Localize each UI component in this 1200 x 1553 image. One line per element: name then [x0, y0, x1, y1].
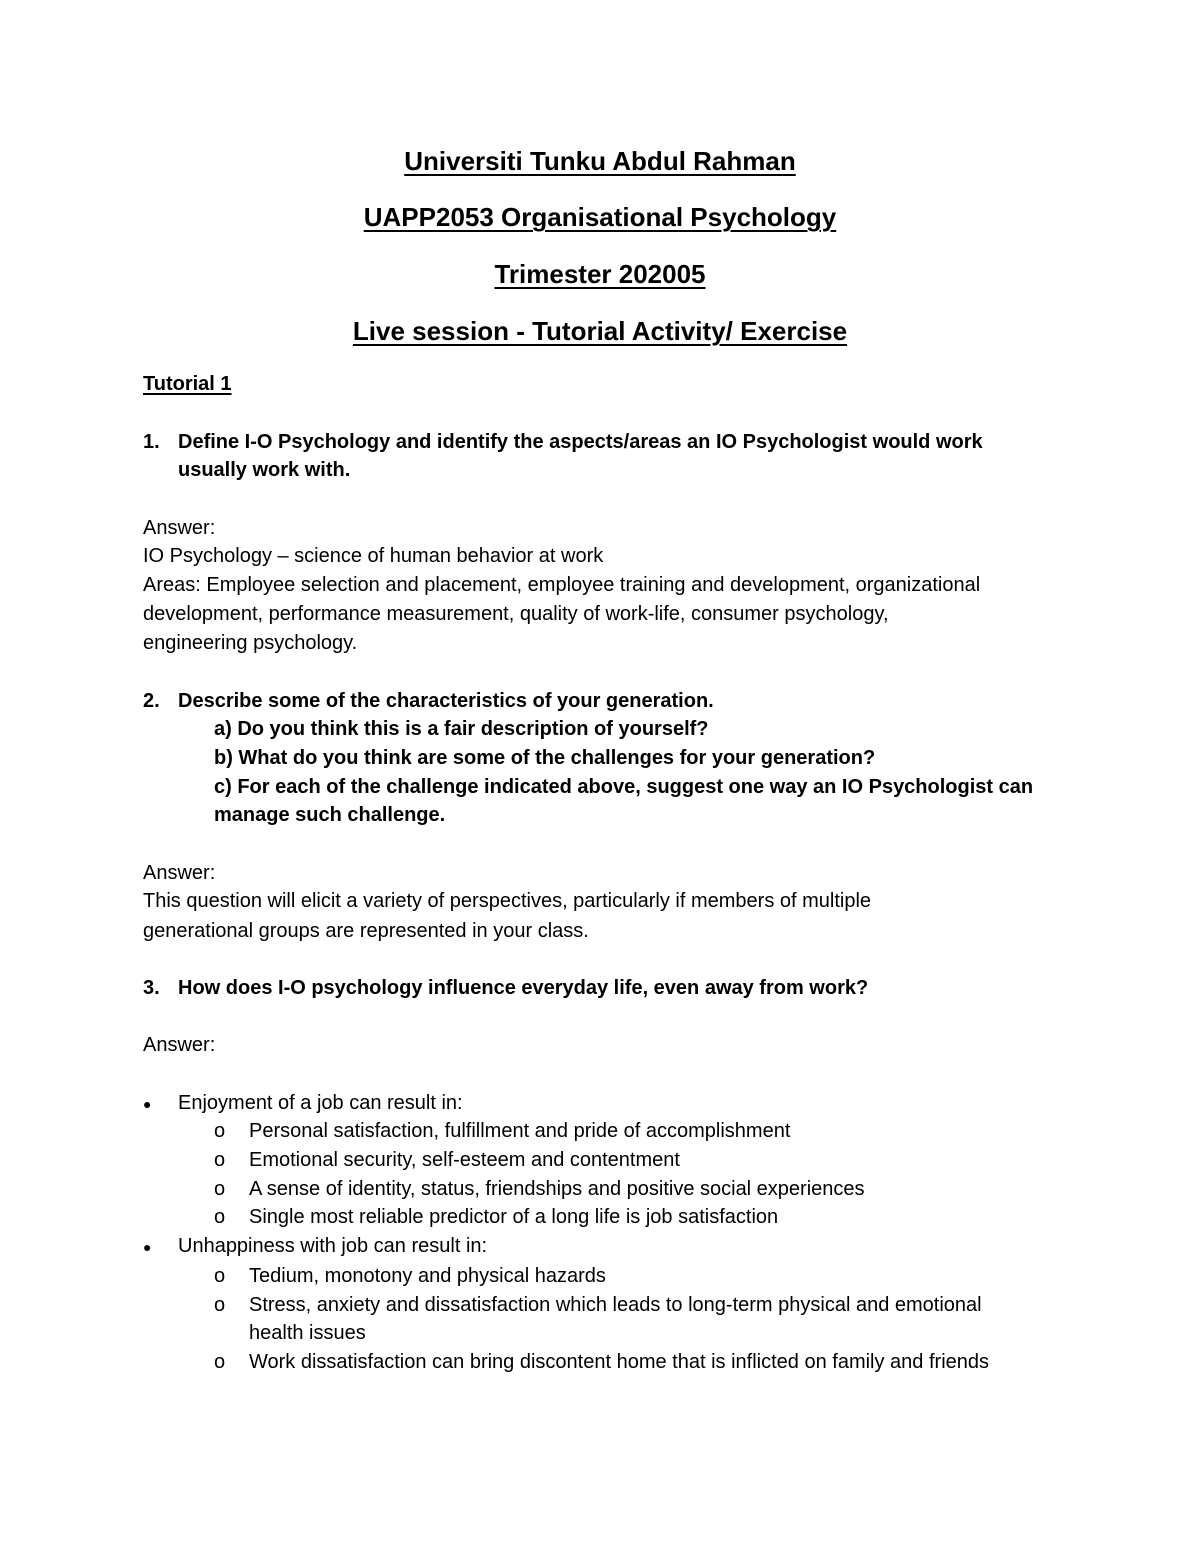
unhappiness-item: Work dissatisfaction can bring discontent home that is inflicted on family and friends — [249, 1351, 989, 1373]
a1-line2: Areas: Employee selection and placement, employee training and development, organizational — [143, 574, 981, 596]
bullet-icon: ● — [143, 1239, 152, 1255]
unhappiness-heading: Unhappiness with job can result in: — [178, 1235, 488, 1257]
q1-number: 1. — [143, 431, 160, 453]
a2-label: Answer: — [143, 862, 216, 884]
q2-part-c-line2: manage such challenge. — [214, 804, 446, 826]
trimester-title: Trimester 202005 — [494, 259, 706, 289]
unhappiness-item: Tedium, monotony and physical hazards — [249, 1265, 606, 1287]
a1-line1: IO Psychology – science of human behavior at work — [143, 545, 604, 567]
sub-bullet-icon: o — [214, 1120, 226, 1142]
q2-number: 2. — [143, 690, 160, 712]
q3-line1: How does I-O psychology influence everyday life, even away from work? — [178, 977, 869, 999]
q1-line2: usually work with. — [178, 459, 351, 481]
a2-line1: This question will elicit a variety of perspectives, particularly if members of multiple — [143, 890, 872, 912]
sub-bullet-icon: o — [214, 1265, 226, 1287]
q3-number: 3. — [143, 977, 160, 999]
session-title: Live session - Tutorial Activity/ Exercise — [352, 316, 848, 346]
a1-line3: development, performance measurement, quality of work-life, consumer psychology, — [143, 603, 889, 625]
enjoyment-item: A sense of identity, status, friendships and positive social experiences — [249, 1178, 865, 1200]
unhappiness-item: Stress, anxiety and dissatisfaction which leads to long-term physical and emotional — [249, 1294, 982, 1316]
sub-bullet-icon: o — [214, 1294, 226, 1316]
unhappiness-item-continued: health issues — [249, 1322, 366, 1344]
a1-line4: engineering psychology. — [143, 632, 358, 654]
university-title: Universiti Tunku Abdul Rahman — [404, 146, 796, 176]
bullet-icon: ● — [143, 1096, 152, 1112]
enjoyment-item: Personal satisfaction, fulfillment and pride of accomplishment — [249, 1120, 791, 1142]
enjoyment-item: Emotional security, self-esteem and contentment — [249, 1149, 680, 1171]
course-title: UAPP2053 Organisational Psychology — [363, 202, 837, 232]
q2-part-c-line1: c) For each of the challenge indicated above, suggest one way an IO Psychologist can — [214, 776, 1034, 798]
q2-part-b: b) What do you think are some of the challenges for your generation? — [214, 747, 876, 769]
q1-line1: Define I-O Psychology and identify the aspects/areas an IO Psychologist would work — [178, 431, 983, 453]
q2-line1: Describe some of the characteristics of your generation. — [178, 690, 714, 712]
sub-bullet-icon: o — [214, 1178, 226, 1200]
tutorial-label: Tutorial 1 — [143, 373, 232, 395]
sub-bullet-icon: o — [214, 1351, 226, 1373]
sub-bullet-icon: o — [214, 1206, 226, 1228]
enjoyment-heading: Enjoyment of a job can result in: — [178, 1092, 463, 1114]
a1-label: Answer: — [143, 517, 216, 539]
a3-label: Answer: — [143, 1034, 216, 1056]
a2-line2: generational groups are represented in your class. — [143, 920, 589, 942]
enjoyment-item: Single most reliable predictor of a long life is job satisfaction — [249, 1206, 779, 1228]
sub-bullet-icon: o — [214, 1149, 226, 1171]
q2-part-a: a) Do you think this is a fair description of yourself? — [214, 718, 709, 740]
